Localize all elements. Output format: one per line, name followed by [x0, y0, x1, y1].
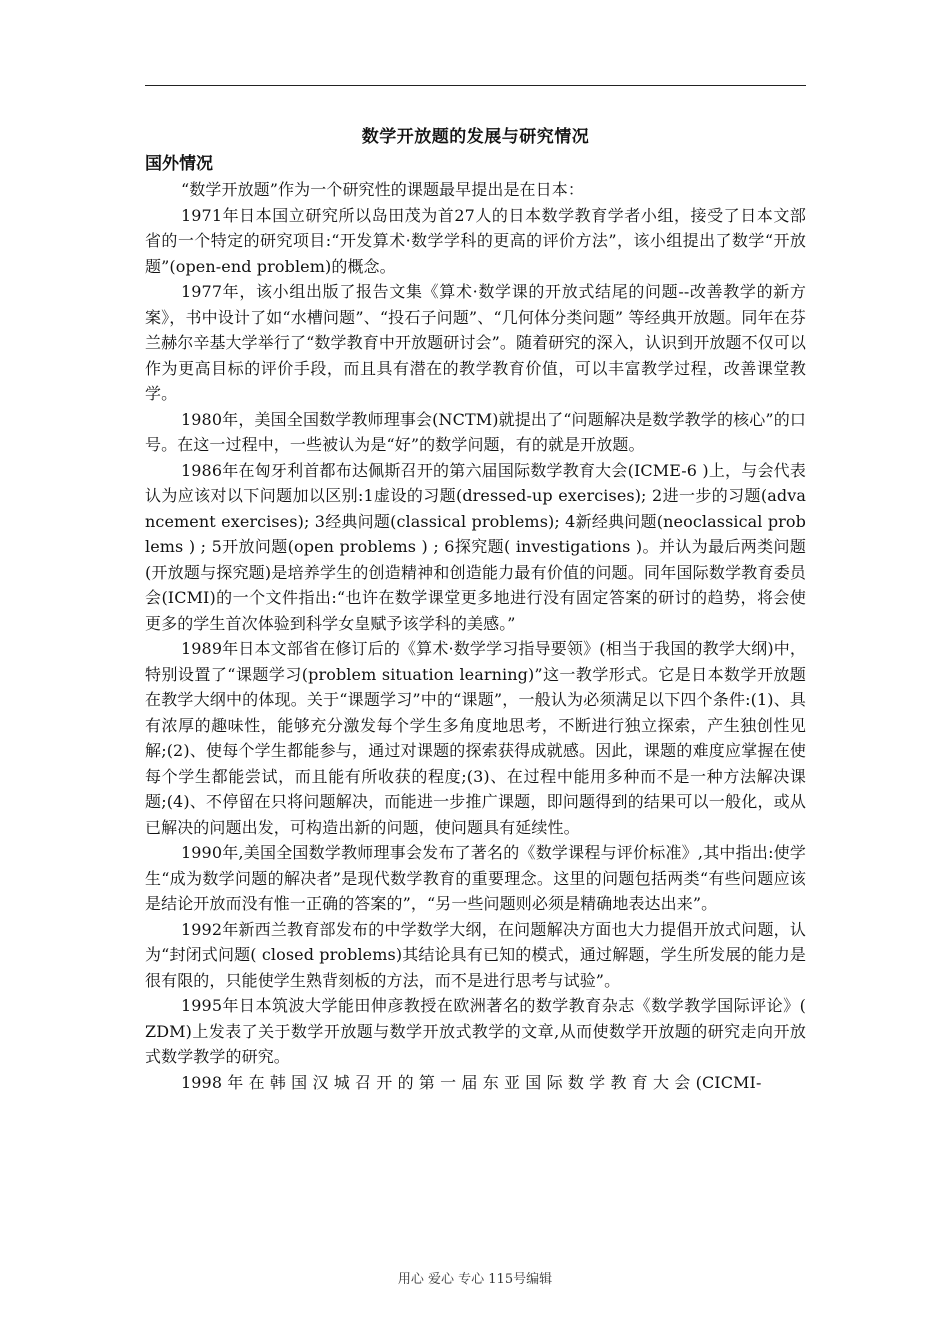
paragraph-1989: 1989年日本文部省在修订后的《算术·数学学习指导要领》(相当于我国的教学大纲)中，特别设置了“课题学习(problem situation learning)”这一教学形式。它是日本数学开放题在教学大纲中的体现。关于“课题学习”中的“课题”，一般认为必须满足以下四个条件:(1)、具有浓厚的趣味性，能够充分激发每个学生多角度地思考，不断进行独立探索，产生独创性见解;(2)、使每个学生都能参与，通过对课题的探索获得成就感。因此，课题的难度应掌握在使每个学生都能尝试，而且能有所收获的程度;(3)、在过程中能用多种而不是一种方法解决课题;(4)、不停留在只将问题解决，而能进一步推广课题，即问题得到的结果可以一般化，或从已解决的问题出发，可构造出新的问题，使问题具有延续性。	[145, 639, 806, 837]
section-heading: 国外情况	[145, 154, 213, 174]
paragraph-intro: “数学开放题”作为一个研究性的课题最早提出是在日本：	[181, 180, 584, 199]
paragraph-1990: 1990年,美国全国数学教师理事会发布了著名的《数学课程与评价标准》,其中指出:使学生“成为数学问题的解决者”是现代数学教育的重要理念。这里的问题包括两类“有些问题应该是结论开放而没有惟一正确的答案的”，“另一些问题则必须是精确地表达出来”。	[145, 843, 806, 913]
paragraph-1986: 1986年在匈牙利首都布达佩斯召开的第六届国际数学教育大会(ICME-6 )上，与会代表认为应该对以下问题加以区别:1虚设的习题(dressed-up exercises); 2进一步的习题(advancement exercises); 3经典问题(classical problems); 4新经典问题(neoclassical problems ) ; 5开放问题(open problems ) ; 6探究题( investigations )。并认为最后两类问题(开放题与探究题)是培养学生的创造精神和创造能力最有价值的问题。同年国际数学教育委员会(ICMI)的一个文件指出:“也许在数学课堂更多地进行没有固定答案的研讨的趋势，将会使更多的学生首次体验到科学女皇赋予该学科的美感。”	[145, 460, 806, 633]
page-footer: 用心 爱心 专心 115号编辑	[397, 1272, 553, 1287]
header-rule	[145, 85, 806, 86]
document-title: 数学开放题的发展与研究情况	[361, 127, 590, 147]
paragraph-1977: 1977年，该小组出版了报告文集《算术·数学课的开放式结尾的问题--改善教学的新方案》，书中设计了如“水槽问题”、“投石子问题”、“几何体分类问题” 等经典开放题。同年在芬兰赫尔辛基大学举行了“数学教育中开放题研讨会”。随着研究的深入，认识到开放题不仅可以作为更高目标的评价手段，而且具有潜在的教学教育价值，可以丰富教学过程，改善课堂教学。	[145, 282, 806, 403]
paragraph-1998: 1998 年 在 韩 国 汉 城 召 开 的 第 一 届 东 亚 国 际 数 学 教 育 大 会 (CICMI-	[181, 1072, 762, 1092]
document-body	[145, 177, 806, 1095]
paragraph-1980: 1980年，美国全国数学教师理事会(NCTM)就提出了“问题解决是数学教学的核心”的口号。在这一过程中，一些被认为是“好”的数学问题，有的就是开放题。	[145, 409, 806, 454]
paragraph-1971: 1971年日本国立研究所以岛田茂为首27人的日本数学教育学者小组，接受了日本文部省的一个特定的研究项目:“开发算术·数学学科的更高的评价方法”，该小组提出了数学“开放题”(open-end problem)的概念。	[145, 205, 806, 276]
paragraph-1995: 1995年日本筑波大学能田伸彦教授在欧洲著名的数学教育杂志《数学教学国际评论》( ZDM)上发表了关于数学开放题与数学开放式教学的文章,从而使数学开放题的研究走向开放式数学教学的研究。	[145, 996, 806, 1066]
paragraph-1992: 1992年新西兰教育部发布的中学数学大纲，在问题解决方面也大力提倡开放式问题，认为“封闭式问题( closed problems)其结论具有已知的模式，通过解题，学生所发展的能力是很有限的，只能使学生熟背刻板的方法，而不是进行思考与试验”。	[145, 919, 806, 990]
